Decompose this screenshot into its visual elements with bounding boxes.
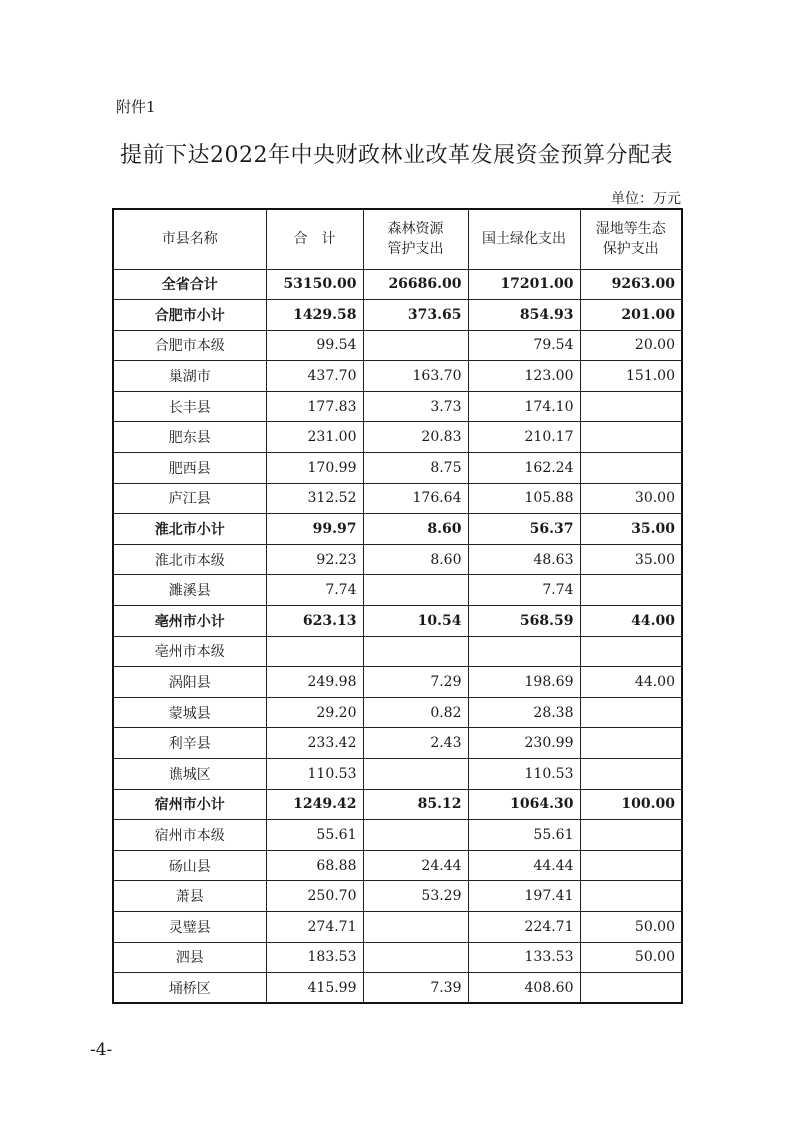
wetland-cell	[580, 391, 682, 422]
total-cell: 29.20	[266, 697, 363, 728]
wetland-cell	[580, 820, 682, 851]
region-name-cell: 淮北市本级	[113, 544, 266, 575]
wetland-cell	[580, 575, 682, 606]
wetland-cell: 44.00	[580, 667, 682, 698]
wetland-cell: 9263.00	[580, 269, 682, 300]
region-name-cell: 全省合计	[113, 269, 266, 300]
total-cell: 250.70	[266, 881, 363, 912]
wetland-cell: 35.00	[580, 544, 682, 575]
wetland-cell	[580, 881, 682, 912]
region-name-cell: 萧县	[113, 881, 266, 912]
region-name-cell: 谯城区	[113, 759, 266, 790]
table-row	[113, 820, 682, 851]
table-row	[113, 759, 682, 790]
region-name-cell: 肥东县	[113, 422, 266, 453]
greening-cell: 55.61	[468, 820, 580, 851]
total-cell: 274.71	[266, 911, 363, 942]
wetland-cell: 44.00	[580, 606, 682, 637]
table-row	[113, 361, 682, 392]
table-row	[113, 269, 682, 300]
region-name-cell: 埇桥区	[113, 973, 266, 1004]
table-row	[113, 606, 682, 637]
table-body	[113, 269, 682, 1003]
wetland-cell: 151.00	[580, 361, 682, 392]
wetland-cell: 50.00	[580, 911, 682, 942]
forest-cell	[363, 911, 468, 942]
region-name-cell: 泗县	[113, 942, 266, 973]
wetland-cell	[580, 728, 682, 759]
table-row	[113, 422, 682, 453]
table-row	[113, 789, 682, 820]
wetland-cell	[580, 973, 682, 1004]
total-cell: 68.88	[266, 850, 363, 881]
table-row	[113, 391, 682, 422]
greening-cell: 854.93	[468, 300, 580, 331]
table-row	[113, 850, 682, 881]
greening-cell: 174.10	[468, 391, 580, 422]
table-row	[113, 483, 682, 514]
wetland-cell: 35.00	[580, 514, 682, 545]
total-cell: 1249.42	[266, 789, 363, 820]
wetland-cell	[580, 422, 682, 453]
table-row	[113, 330, 682, 361]
region-name-cell: 亳州市本级	[113, 636, 266, 667]
table-row	[113, 514, 682, 545]
wetland-cell: 50.00	[580, 942, 682, 973]
forest-cell: 24.44	[363, 850, 468, 881]
forest-cell	[363, 820, 468, 851]
region-name-cell: 庐江县	[113, 483, 266, 514]
forest-cell: 176.64	[363, 483, 468, 514]
forest-cell: 3.73	[363, 391, 468, 422]
total-cell: 233.42	[266, 728, 363, 759]
region-name-cell: 肥西县	[113, 453, 266, 484]
table-row	[113, 728, 682, 759]
region-name-cell: 长丰县	[113, 391, 266, 422]
greening-cell: 79.54	[468, 330, 580, 361]
wetland-cell	[580, 697, 682, 728]
total-cell: 249.98	[266, 667, 363, 698]
total-cell: 99.97	[266, 514, 363, 545]
total-cell: 7.74	[266, 575, 363, 606]
forest-cell: 85.12	[363, 789, 468, 820]
region-name-cell: 利辛县	[113, 728, 266, 759]
wetland-cell: 201.00	[580, 300, 682, 331]
greening-cell: 44.44	[468, 850, 580, 881]
table-row	[113, 544, 682, 575]
greening-cell: 56.37	[468, 514, 580, 545]
budget-table	[112, 208, 683, 1004]
unit-label: 单位：万元	[611, 191, 681, 207]
greening-cell: 28.38	[468, 697, 580, 728]
header-wetland-protection: 湿地等生态保护支出	[580, 209, 682, 269]
forest-cell: 7.29	[363, 667, 468, 698]
greening-cell: 408.60	[468, 973, 580, 1004]
table-header-row	[113, 209, 682, 269]
wetland-cell: 30.00	[580, 483, 682, 514]
forest-cell: 10.54	[363, 606, 468, 637]
forest-cell	[363, 759, 468, 790]
wetland-cell	[580, 850, 682, 881]
total-cell: 623.13	[266, 606, 363, 637]
forest-cell: 8.60	[363, 544, 468, 575]
greening-cell: 17201.00	[468, 269, 580, 300]
greening-cell: 48.63	[468, 544, 580, 575]
forest-cell: 373.65	[363, 300, 468, 331]
region-name-cell: 合肥市小计	[113, 300, 266, 331]
header-region-name: 市县名称	[113, 209, 266, 269]
wetland-cell	[580, 759, 682, 790]
region-name-cell: 淮北市小计	[113, 514, 266, 545]
header-total: 合 计	[266, 209, 363, 269]
total-cell	[266, 636, 363, 667]
greening-cell: 105.88	[468, 483, 580, 514]
forest-cell: 2.43	[363, 728, 468, 759]
greening-cell: 230.99	[468, 728, 580, 759]
forest-cell: 26686.00	[363, 269, 468, 300]
header-land-greening: 国土绿化支出	[468, 209, 580, 269]
forest-cell: 8.75	[363, 453, 468, 484]
total-cell: 170.99	[266, 453, 363, 484]
total-cell: 110.53	[266, 759, 363, 790]
total-cell: 312.52	[266, 483, 363, 514]
total-cell: 231.00	[266, 422, 363, 453]
greening-cell: 197.41	[468, 881, 580, 912]
total-cell: 415.99	[266, 973, 363, 1004]
region-name-cell: 砀山县	[113, 850, 266, 881]
region-name-cell: 巢湖市	[113, 361, 266, 392]
forest-cell: 0.82	[363, 697, 468, 728]
region-name-cell: 蒙城县	[113, 697, 266, 728]
forest-cell: 163.70	[363, 361, 468, 392]
greening-cell: 198.69	[468, 667, 580, 698]
wetland-cell: 100.00	[580, 789, 682, 820]
total-cell: 177.83	[266, 391, 363, 422]
table-row	[113, 300, 682, 331]
total-cell: 437.70	[266, 361, 363, 392]
greening-cell: 162.24	[468, 453, 580, 484]
total-cell: 183.53	[266, 942, 363, 973]
greening-cell: 110.53	[468, 759, 580, 790]
greening-cell: 123.00	[468, 361, 580, 392]
table-row	[113, 942, 682, 973]
table-row	[113, 911, 682, 942]
forest-cell: 8.60	[363, 514, 468, 545]
header-forest-resources: 森林资源管护支出	[363, 209, 468, 269]
total-cell: 92.23	[266, 544, 363, 575]
table-row	[113, 453, 682, 484]
table-row	[113, 973, 682, 1004]
greening-cell: 224.71	[468, 911, 580, 942]
greening-cell: 568.59	[468, 606, 580, 637]
greening-cell: 7.74	[468, 575, 580, 606]
table-row	[113, 697, 682, 728]
region-name-cell: 合肥市本级	[113, 330, 266, 361]
greening-cell: 1064.30	[468, 789, 580, 820]
forest-cell	[363, 575, 468, 606]
total-cell: 1429.58	[266, 300, 363, 331]
greening-cell: 133.53	[468, 942, 580, 973]
wetland-cell	[580, 636, 682, 667]
total-cell: 99.54	[266, 330, 363, 361]
forest-cell	[363, 330, 468, 361]
page-number: -4-	[90, 1040, 113, 1060]
table-row	[113, 667, 682, 698]
region-name-cell: 灵璧县	[113, 911, 266, 942]
total-cell: 53150.00	[266, 269, 363, 300]
region-name-cell: 亳州市小计	[113, 606, 266, 637]
forest-cell	[363, 636, 468, 667]
table-row	[113, 636, 682, 667]
total-cell: 55.61	[266, 820, 363, 851]
region-name-cell: 濉溪县	[113, 575, 266, 606]
document-title: 提前下达2022年中央财政林业改革发展资金预算分配表	[120, 143, 673, 168]
table-row	[113, 575, 682, 606]
attachment-label: 附件1	[116, 98, 156, 116]
forest-cell: 20.83	[363, 422, 468, 453]
region-name-cell: 宿州市本级	[113, 820, 266, 851]
greening-cell	[468, 636, 580, 667]
wetland-cell	[580, 453, 682, 484]
region-name-cell: 宿州市小计	[113, 789, 266, 820]
greening-cell: 210.17	[468, 422, 580, 453]
wetland-cell: 20.00	[580, 330, 682, 361]
table-row	[113, 881, 682, 912]
forest-cell: 7.39	[363, 973, 468, 1004]
forest-cell: 53.29	[363, 881, 468, 912]
forest-cell	[363, 942, 468, 973]
region-name-cell: 涡阳县	[113, 667, 266, 698]
